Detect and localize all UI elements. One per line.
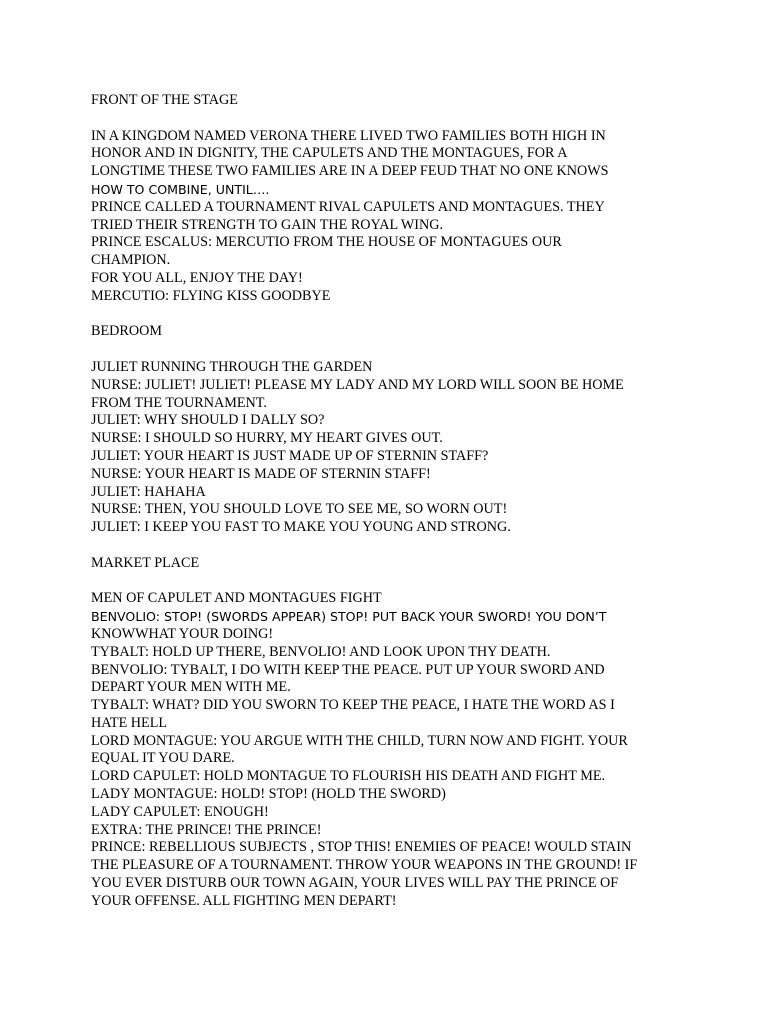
section-heading: BEDROOM — [91, 323, 162, 340]
script-line: LADY MONTAGUE: HOLD! STOP! (HOLD THE SWORD) — [91, 786, 446, 803]
script-line: NURSE: JULIET! JULIET! PLEASE MY LADY AND MY LORD WILL SOON BE HOME — [91, 376, 624, 393]
section-gap — [91, 306, 731, 324]
script-line: IN A KINGDOM NAMED VERONA THERE LIVED TWO FAMILIES BOTH HIGH IN — [91, 127, 606, 144]
script-line: PRINCE ESCALUS: MERCUTIO FROM THE HOUSE OF MONTAGUES OUR — [91, 234, 562, 251]
script-line: TYBALT: WHAT? DID YOU SWORN TO KEEP THE PEACE, I HATE THE WORD AS I — [91, 697, 615, 714]
section-gap — [91, 573, 731, 591]
section-gap — [91, 341, 731, 359]
section-heading: MARKET PLACE — [91, 554, 200, 571]
script-line: NURSE: YOUR HEART IS MADE OF STERNIN STAFF! — [91, 465, 431, 482]
document-page — [91, 92, 731, 911]
script-line: MERCUTIO: FLYING KISS GOODBYE — [91, 287, 331, 304]
script-line: JULIET: YOUR HEART IS JUST MADE UP OF STERNIN STAFF? — [91, 447, 489, 464]
script-line: NURSE: I SHOULD SO HURRY, MY HEART GIVES OUT. — [91, 430, 443, 447]
script-line: BENVOLIO: TYBALT, I DO WITH KEEP THE PEACE. PUT UP YOUR SWORD AND — [91, 661, 605, 678]
script-line: NURSE: THEN, YOU SHOULD LOVE TO SEE ME, SO WORN OUT! — [91, 501, 508, 518]
script-line: YOU EVER DISTURB OUR TOWN AGAIN, YOUR LIVES WILL PAY THE PRINCE OF — [91, 875, 619, 892]
script-line: JULIET: HAHAHA — [91, 483, 206, 500]
script-line: BENVOLIO: STOP! (SWORDS APPEAR) STOP! PUT BACK YOUR SWORD! YOU DON’T — [91, 609, 607, 625]
script-line: JULIET: I KEEP YOU FAST TO MAKE YOU YOUNG AND STRONG. — [91, 519, 511, 536]
script-line: LADY CAPULET: ENOUGH! — [91, 803, 269, 820]
script-line: HOW TO COMBINE, UNTIL…. — [91, 181, 270, 197]
script-line: EXTRA: THE PRINCE! THE PRINCE! — [91, 821, 322, 838]
script-line: DEPART YOUR MEN WITH ME. — [91, 679, 291, 696]
script-line: TRIED THEIR STRENGTH TO GAIN THE ROYAL WING. — [91, 216, 444, 233]
script-line: LONGTIME THESE TWO FAMILIES ARE IN A DEEP FEUD THAT NO ONE KNOWS — [91, 163, 609, 180]
script-line: THE PLEASURE OF A TOURNAMENT. THROW YOUR WEAPONS IN THE GROUND! IF — [91, 857, 638, 874]
section-gap — [91, 110, 731, 128]
script-line: LORD CAPULET: HOLD MONTAGUE TO FLOURISH HIS DEATH AND FIGHT ME. — [91, 768, 606, 785]
script-line: PRINCE CALLED A TOURNAMENT RIVAL CAPULETS AND MONTAGUES. THEY — [91, 198, 605, 215]
script-line: FROM THE TOURNAMENT. — [91, 394, 267, 411]
section-gap — [91, 537, 731, 555]
script-line: EQUAL IT YOU DARE. — [91, 750, 235, 767]
script-line: CHAMPION. — [91, 252, 171, 269]
script-line: YOUR OFFENSE. ALL FIGHTING MEN DEPART! — [91, 892, 397, 909]
script-line: FOR YOU ALL, ENJOY THE DAY! — [91, 269, 303, 286]
section-heading: FRONT OF THE STAGE — [91, 92, 238, 108]
script-line: HONOR AND IN DIGNITY, THE CAPULETS AND THE MONTAGUES, FOR A — [91, 145, 568, 162]
script-line: TYBALT: HOLD UP THERE, BENVOLIO! AND LOOK UPON THY DEATH. — [91, 643, 551, 660]
script-line: JULIET RUNNING THROUGH THE GARDEN — [91, 358, 373, 375]
script-line: JULIET: WHY SHOULD I DALLY SO? — [91, 412, 325, 429]
script-line: KNOWWHAT YOUR DOING! — [91, 625, 274, 642]
script-line: MEN OF CAPULET AND MONTAGUES FIGHT — [91, 590, 382, 607]
script-line: LORD MONTAGUE: YOU ARGUE WITH THE CHILD, TURN NOW AND FIGHT. YOUR — [91, 732, 628, 749]
script-line: PRINCE: REBELLIOUS SUBJECTS , STOP THIS! ENEMIES OF PEACE! WOULD STAIN — [91, 839, 632, 856]
script-line: HATE HELL — [91, 714, 168, 731]
